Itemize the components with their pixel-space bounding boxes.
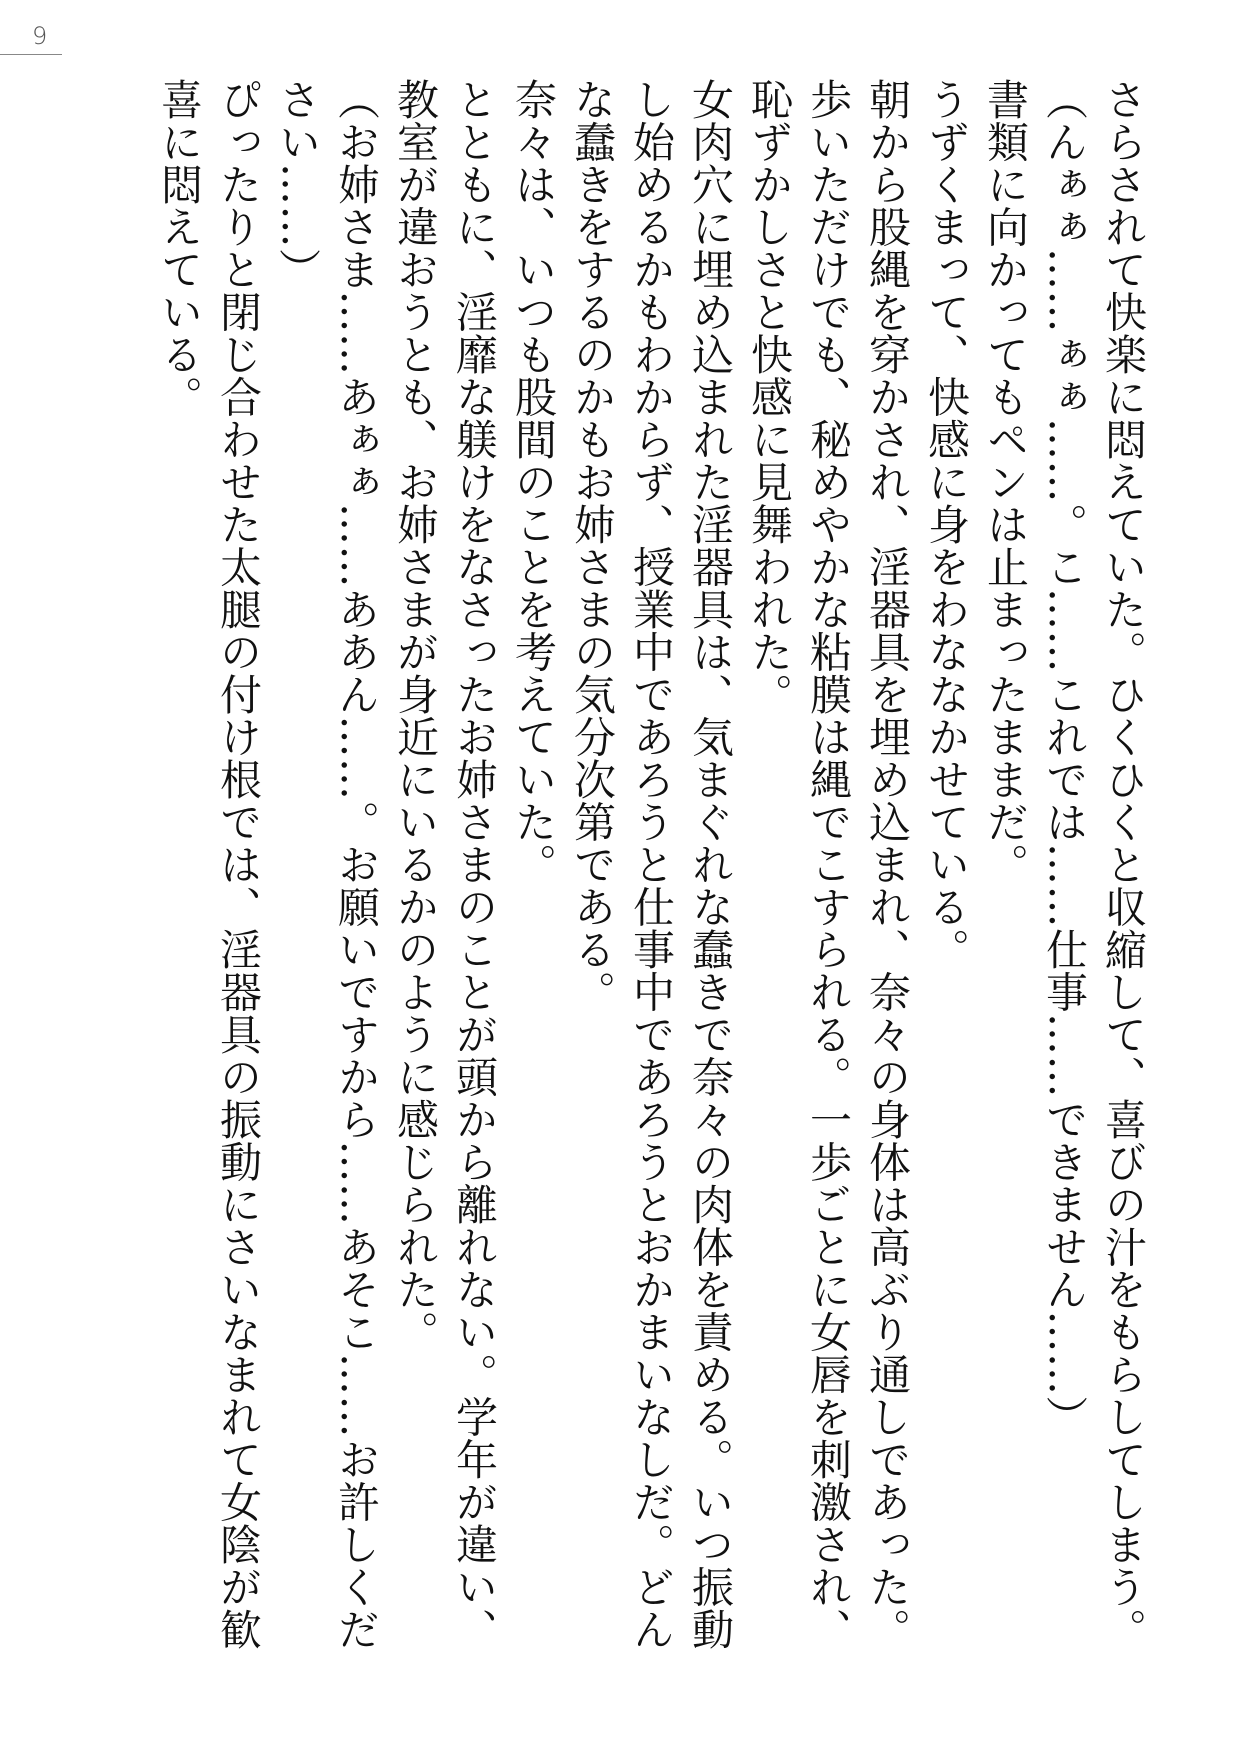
paragraph: ぴったりと閉じ合わせた太腿の付け根では、淫器具の振動にさいなまれて女陰が歓喜に悶えている。 [155, 78, 263, 1651]
paragraph: うずくまって、快感に身をわななかせている。 [922, 78, 971, 971]
page-number-rule [0, 54, 62, 55]
paragraph: 奈々は、いつも股間のことを考えていた。 [509, 78, 558, 886]
paragraph: 書類に向かってもペンは止まったままだ。 [981, 78, 1030, 886]
paragraph: 朝から股縄を穿かされ、淫器具を埋め込まれ、奈々の身体は高ぶり通しであった。 [863, 78, 912, 1651]
paragraph: とともに、淫靡な躾けをなさったお姉さまのことが頭から離れない。学年が違い、教室が違おうとも、お姉さまが身近にいるかのように感じられた。 [391, 78, 499, 1651]
body-text [117, 78, 1153, 1678]
paragraph: さらされて快楽に悶えていた。ひくひくと収縮して、喜びの汁をもらしてしまう。 [1099, 78, 1148, 1651]
paragraph: （んぁぁ……ぁぁ……。こ……これでは……仕事……できません……） [1040, 78, 1089, 1438]
paragraph: 歩いただけでも、秘めやかな粘膜は縄でこすられる。一歩ごとに女唇を刺激され、恥ずかしさと快感に見舞われた。 [745, 78, 853, 1651]
page-number: 9 [32, 22, 48, 50]
paragraph: （お姉さま……あぁぁ……ああん……。お願いですから……あそこ……お許しください……） [273, 78, 381, 1651]
paragraph: 女肉穴に埋め込まれた淫器具は、気まぐれな蠢きで奈々の肉体を責める。いつ振動し始めるかもわからず、授業中であろうと仕事中であろうとおかまいなしだ。どんな蠢きをするのかもお姉さまの気分次第である。 [568, 78, 735, 1651]
